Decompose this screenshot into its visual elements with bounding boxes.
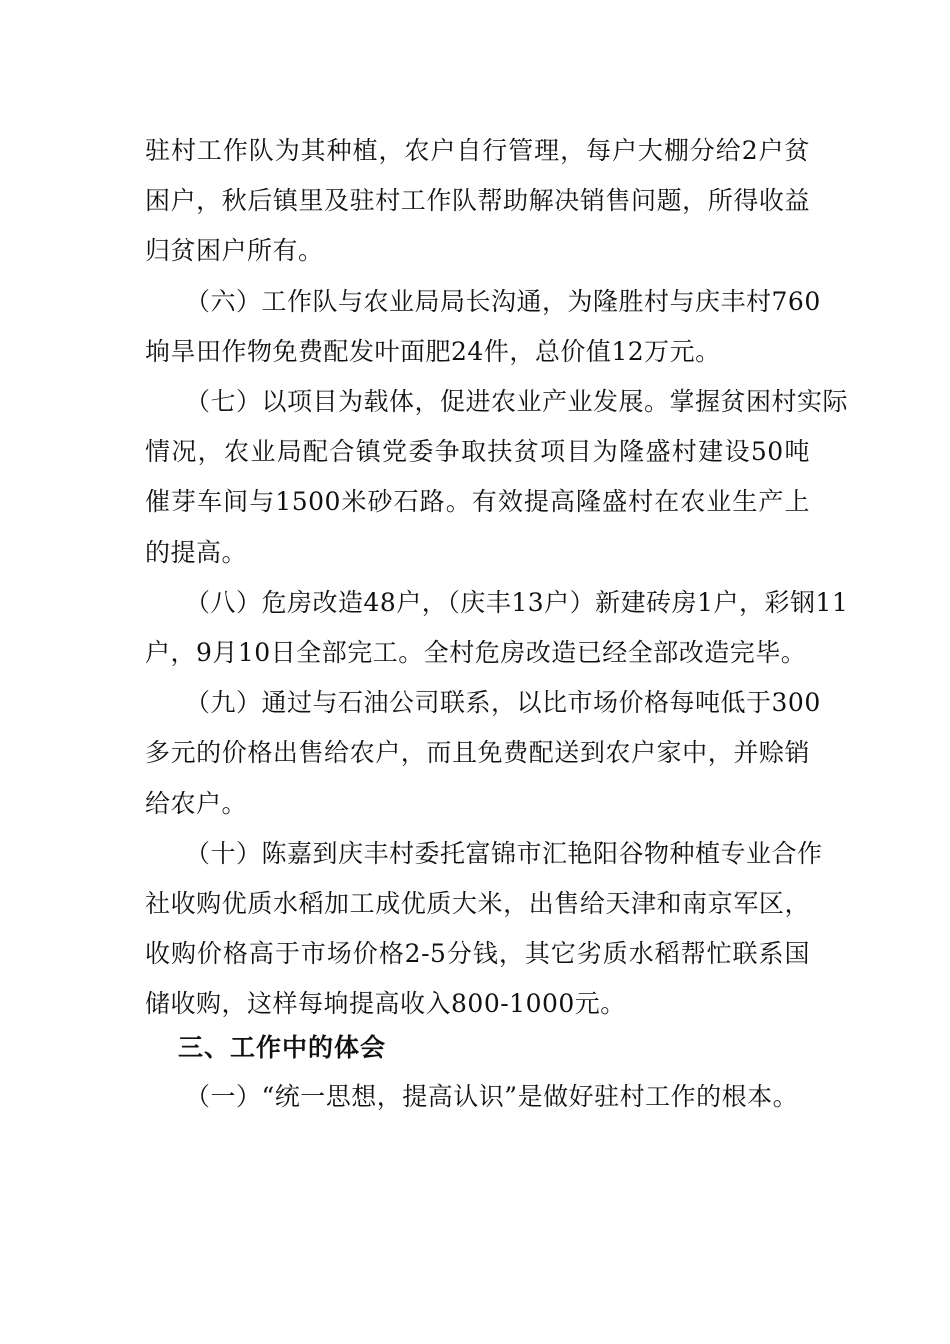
- paragraph-line: 催芽车间与1500米砂石路。有效提高隆盛村在农业生产上: [145, 487, 810, 516]
- paragraph-line: 垧旱田作物免费配发叶面肥24件，总价值12万元。: [145, 337, 721, 366]
- paragraph-line: 情况，农业局配合镇党委争取扶贫项目为隆盛村建设50吨: [145, 437, 810, 466]
- paragraph-line: 收购价格高于市场价格2-5分钱，其它劣质水稻帮忙联系国: [145, 939, 810, 968]
- paragraph-line: 多元的价格出售给农户，而且免费配送到农户家中，并赊销: [145, 738, 810, 767]
- paragraph-line: （八）危房改造48户，（庆丰13户）新建砖房1户，彩钢11: [185, 588, 849, 617]
- paragraph-line: （七）以项目为载体，促进农业产业发展。掌握贫困村实际: [185, 387, 849, 416]
- paragraph-line: 驻村工作队为其种植，农户自行管理，每户大棚分给2户贫: [145, 136, 810, 165]
- paragraph-line: 社收购优质水稻加工成优质大米，出售给天津和南京军区，: [145, 889, 810, 918]
- section-heading: 三、工作中的体会: [178, 1033, 387, 1062]
- paragraph-line: （六）工作队与农业局局长沟通，为隆胜村与庆丰村760: [185, 287, 821, 316]
- paragraph-line: （一）“统一思想，提高认识”是做好驻村工作的根本。: [185, 1082, 799, 1111]
- paragraph-line: 的提高。: [145, 538, 248, 567]
- paragraph-line: 储收购，这样每垧提高收入800-1000元。: [145, 989, 626, 1018]
- paragraph-line: 给农户。: [145, 789, 248, 818]
- paragraph-line: 困户，秋后镇里及驻村工作队帮助解决销售问题，所得收益: [145, 186, 810, 215]
- paragraph-line: （十）陈嘉到庆丰村委托富锦市汇艳阳谷物种植专业合作: [185, 839, 823, 868]
- paragraph-line: 户，9月10日全部完工。全村危房改造已经全部改造完毕。: [145, 638, 807, 667]
- paragraph-line: 归贫困户所有。: [145, 236, 324, 265]
- paragraph-line: （九）通过与石油公司联系，以比市场价格每吨低于300: [185, 688, 821, 717]
